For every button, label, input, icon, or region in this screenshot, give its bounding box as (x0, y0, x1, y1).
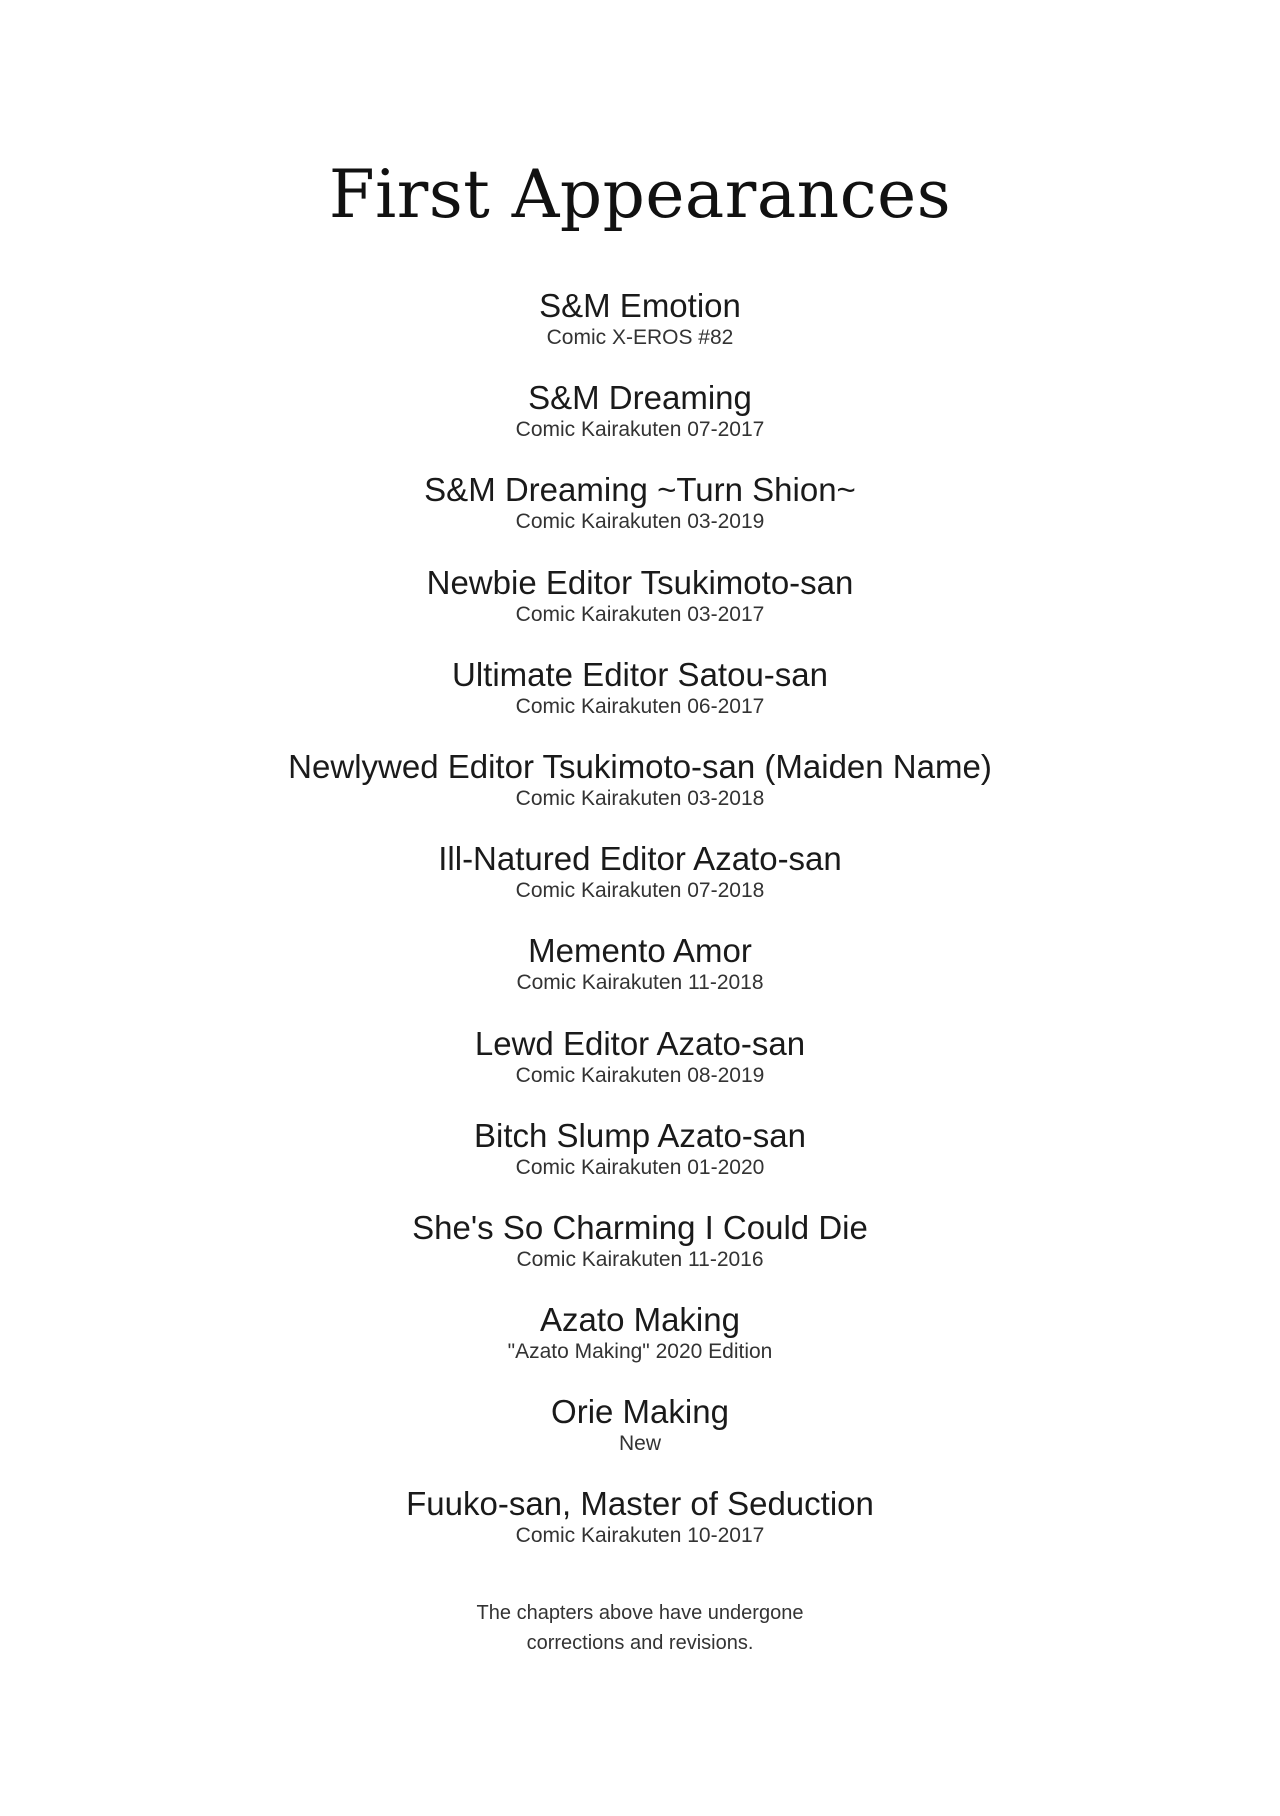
chapter-title: Ill-Natured Editor Azato-san (438, 840, 842, 878)
chapter-source: Comic Kairakuten 10-2017 (515, 1524, 765, 1548)
chapter-title: Bitch Slump Azato-san (474, 1116, 806, 1154)
chapter-source: Comic Kairakuten 07-2018 (515, 879, 765, 903)
chapter-entry (0, 564, 1280, 656)
chapter-title: Newbie Editor Tsukimoto-san (426, 563, 854, 601)
chapter-entry (0, 1301, 1280, 1393)
chapter-entry (0, 1393, 1280, 1485)
chapter-entry (0, 748, 1280, 840)
chapter-source: Comic Kairakuten 03-2017 (515, 602, 765, 626)
revision-note-line: The chapters above have undergone (476, 1602, 804, 1624)
chapter-source: Comic Kairakuten 06-2017 (515, 694, 765, 718)
chapter-title: Lewd Editor Azato-san (474, 1024, 806, 1062)
chapter-source: Comic X-EROS #82 (546, 326, 734, 349)
chapter-entry (0, 1209, 1280, 1301)
chapter-entry (0, 471, 1280, 563)
chapter-entry (0, 656, 1280, 748)
chapter-source: New (618, 1432, 661, 1456)
chapter-source: Comic Kairakuten 11-2016 (516, 1247, 764, 1271)
chapter-entry (0, 932, 1280, 1024)
chapter-entry (0, 287, 1280, 379)
chapter-source: Comic Kairakuten 08-2019 (515, 1063, 765, 1087)
chapter-source: Comic Kairakuten 07-2017 (515, 418, 765, 442)
chapter-title: Newlywed Editor Tsukimoto-san (Maiden Name) (288, 747, 992, 785)
chapter-entry (0, 840, 1280, 932)
chapter-title: Fuuko-san, Master of Seduction (406, 1485, 874, 1523)
chapter-title: S&M Dreaming (528, 379, 752, 417)
chapter-entry (0, 379, 1280, 471)
revision-note-line: corrections and revisions. (526, 1632, 754, 1654)
chapter-source: Comic Kairakuten 11-2018 (516, 971, 764, 995)
chapter-entry (0, 1025, 1280, 1117)
chapter-entry (0, 1485, 1280, 1577)
page-title: First Appearances (328, 156, 952, 233)
chapter-entry (0, 1117, 1280, 1209)
chapter-source: Comic Kairakuten 03-2018 (515, 786, 765, 810)
chapter-title: Ultimate Editor Satou-san (451, 655, 828, 693)
revision-note (0, 1598, 1280, 1658)
chapter-list (0, 287, 1280, 1578)
chapter-title: S&M Emotion (539, 287, 741, 324)
chapter-source: "Azato Making" 2020 Edition (507, 1340, 773, 1364)
chapter-title: Azato Making (540, 1301, 740, 1339)
chapter-title: She's So Charming I Could Die (412, 1208, 868, 1246)
chapter-source: Comic Kairakuten 01-2020 (515, 1155, 765, 1179)
chapter-source: Comic Kairakuten 03-2019 (515, 510, 765, 534)
chapter-title: S&M Dreaming ~Turn Shion~ (424, 471, 856, 509)
chapter-title: Memento Amor (528, 932, 752, 970)
chapter-title: Orie Making (551, 1393, 729, 1431)
